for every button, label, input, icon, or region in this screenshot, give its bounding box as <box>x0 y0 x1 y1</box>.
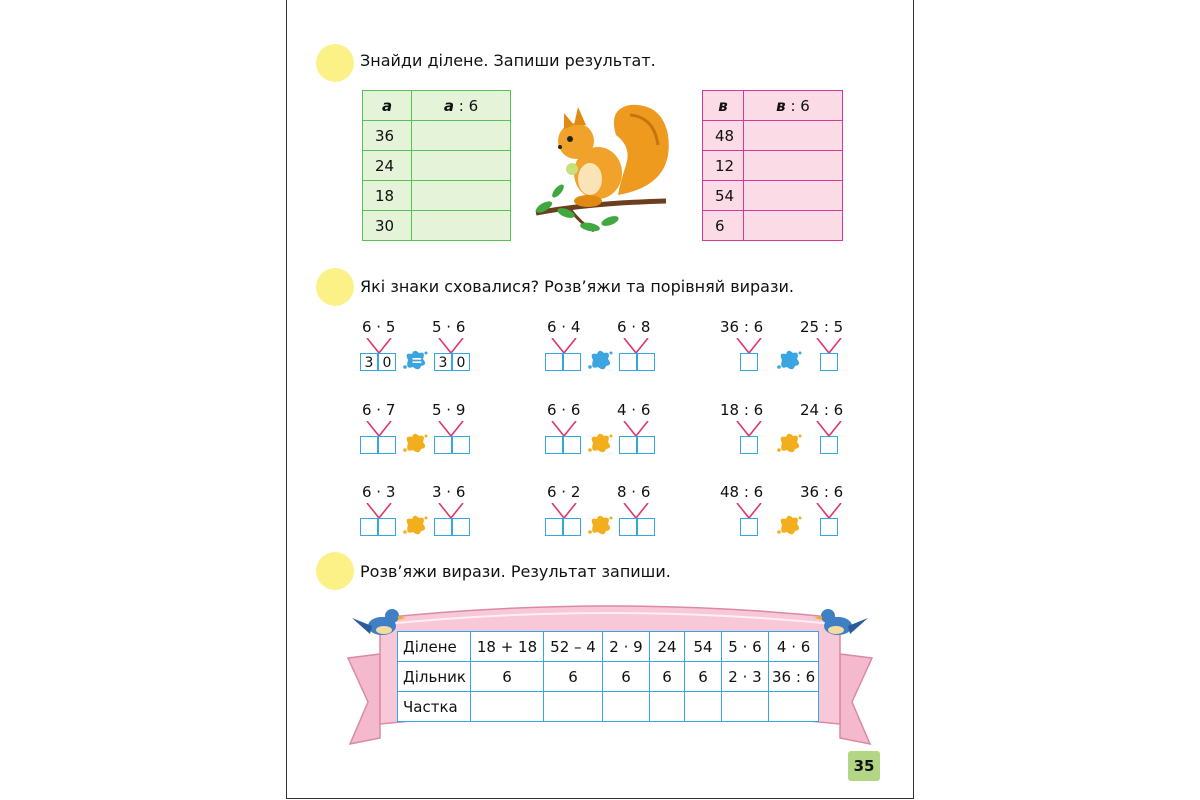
table-a-head-var: а <box>363 91 412 121</box>
v-connector-icon <box>816 503 842 519</box>
left-expression: 48 : 6 <box>720 483 764 501</box>
answer-box[interactable]: 0 <box>452 353 470 371</box>
answer-box[interactable]: 3 <box>434 353 452 371</box>
answer-box[interactable] <box>434 436 452 454</box>
task-2-text: Які знаки сховалися? Розв’яжи та порівняй вирази. <box>360 277 794 296</box>
v-connector-icon <box>438 338 464 354</box>
divisor-cell: 6 <box>603 662 650 692</box>
answer-cell[interactable] <box>412 211 511 241</box>
answer-box[interactable] <box>378 436 396 454</box>
quotient-answer-cell[interactable] <box>471 692 544 722</box>
table-a-cell: 36 <box>363 121 412 151</box>
dividend-cell: 24 <box>650 632 685 662</box>
answer-box[interactable] <box>378 518 396 536</box>
answer-box[interactable]: 3 <box>360 353 378 371</box>
v-connector-icon <box>623 421 649 437</box>
dividend-cell: 2 · 9 <box>603 632 650 662</box>
table-v <box>702 90 843 241</box>
divisor-cell: 6 <box>471 662 544 692</box>
dividend-cell: 54 <box>685 632 722 662</box>
answer-box[interactable] <box>619 518 637 536</box>
left-expression: 18 : 6 <box>720 401 764 419</box>
squirrel-illustration <box>530 95 680 235</box>
v-connector-icon <box>366 503 392 519</box>
task-3-text: Розв’яжи вирази. Результат запиши. <box>360 562 671 581</box>
blue-ink-blot-icon <box>587 348 613 372</box>
answer-box[interactable] <box>434 518 452 536</box>
answer-box[interactable] <box>360 436 378 454</box>
answer-box[interactable] <box>452 436 470 454</box>
v-connector-icon <box>438 503 464 519</box>
row-label-dividend: Ділене <box>398 632 471 662</box>
answer-box[interactable] <box>545 353 563 371</box>
answer-box[interactable] <box>637 353 655 371</box>
v-connector-icon <box>816 421 842 437</box>
answer-box[interactable] <box>563 436 581 454</box>
table-a-cell: 18 <box>363 181 412 211</box>
right-expression: 25 : 5 <box>800 318 844 336</box>
answer-box[interactable] <box>619 436 637 454</box>
table-a-cell: 30 <box>363 211 412 241</box>
answer-box[interactable] <box>637 518 655 536</box>
right-expression: 36 : 6 <box>800 483 844 501</box>
right-expression: 3 · 6 <box>432 483 466 501</box>
answer-box[interactable] <box>740 353 758 371</box>
table-a-cell: 24 <box>363 151 412 181</box>
dividend-cell: 52 – 4 <box>544 632 603 662</box>
blue-ink-blot-icon <box>776 348 802 372</box>
answer-cell[interactable] <box>412 121 511 151</box>
answer-box[interactable] <box>740 436 758 454</box>
answer-box[interactable]: 0 <box>378 353 396 371</box>
v-connector-icon <box>551 338 577 354</box>
orange-ink-blot-icon <box>776 431 802 455</box>
divisor-cell: 6 <box>544 662 603 692</box>
left-expression: 6 · 5 <box>362 318 396 336</box>
divisor-cell: 2 · 3 <box>722 662 769 692</box>
quotient-answer-cell[interactable] <box>544 692 603 722</box>
table-row <box>398 632 819 662</box>
dividend-cell: 4 · 6 <box>769 632 819 662</box>
dividend-cell: 5 · 6 <box>722 632 769 662</box>
answer-cell[interactable] <box>412 151 511 181</box>
table-a <box>362 90 511 241</box>
answer-cell[interactable] <box>412 181 511 211</box>
task-bullet-1 <box>316 44 354 82</box>
answer-box[interactable] <box>740 518 758 536</box>
answer-box[interactable] <box>563 353 581 371</box>
quotient-answer-cell[interactable] <box>685 692 722 722</box>
table-v-head-var: в <box>703 91 744 121</box>
v-connector-icon <box>366 421 392 437</box>
orange-ink-blot-icon <box>402 513 428 537</box>
table-v-cell: 54 <box>703 181 744 211</box>
left-expression: 6 · 7 <box>362 401 396 419</box>
v-connector-icon <box>736 503 762 519</box>
quotient-answer-cell[interactable] <box>650 692 685 722</box>
right-expression: 8 · 6 <box>617 483 651 501</box>
table-a-head-expr: а : 6 <box>412 91 511 121</box>
answer-box[interactable] <box>452 518 470 536</box>
answer-box[interactable] <box>619 353 637 371</box>
right-expression: 4 · 6 <box>617 401 651 419</box>
left-expression: 6 · 2 <box>547 483 581 501</box>
answer-box[interactable] <box>545 518 563 536</box>
divisor-cell: 6 <box>650 662 685 692</box>
answer-box[interactable] <box>820 518 838 536</box>
answer-cell[interactable] <box>744 121 843 151</box>
v-connector-icon <box>551 421 577 437</box>
orange-ink-blot-icon <box>402 431 428 455</box>
v-connector-icon <box>816 338 842 354</box>
table-row <box>398 662 819 692</box>
answer-box[interactable] <box>820 353 838 371</box>
divisor-cell: 36 : 6 <box>769 662 819 692</box>
orange-ink-blot-icon <box>587 513 613 537</box>
answer-box[interactable] <box>820 436 838 454</box>
row-label-divisor: Дільник <box>398 662 471 692</box>
divisor-cell: 6 <box>685 662 722 692</box>
dividend-cell: 18 + 18 <box>471 632 544 662</box>
division-table <box>397 631 819 722</box>
row-label-quotient: Частка <box>398 692 471 722</box>
answer-cell[interactable] <box>744 211 843 241</box>
quotient-answer-cell[interactable] <box>769 692 819 722</box>
right-expression: 6 · 8 <box>617 318 651 336</box>
v-connector-icon <box>623 503 649 519</box>
right-expression: 24 : 6 <box>800 401 844 419</box>
right-expression: 5 · 9 <box>432 401 466 419</box>
answer-box[interactable] <box>637 436 655 454</box>
v-connector-icon <box>623 338 649 354</box>
task-bullet-2 <box>316 268 354 306</box>
orange-ink-blot-icon <box>776 513 802 537</box>
left-expression: 6 · 3 <box>362 483 396 501</box>
table-v-cell: 12 <box>703 151 744 181</box>
v-connector-icon <box>366 338 392 354</box>
quotient-answer-cell[interactable] <box>603 692 650 722</box>
answer-box[interactable] <box>545 436 563 454</box>
v-connector-icon <box>551 503 577 519</box>
v-connector-icon <box>438 421 464 437</box>
orange-ink-blot-icon <box>587 431 613 455</box>
comparison-sign: = <box>411 353 423 369</box>
answer-box[interactable] <box>360 518 378 536</box>
answer-cell[interactable] <box>744 151 843 181</box>
v-connector-icon <box>736 421 762 437</box>
left-expression: 36 : 6 <box>720 318 764 336</box>
left-expression: 6 · 4 <box>547 318 581 336</box>
table-row <box>398 692 819 722</box>
page-number: 35 <box>848 751 880 781</box>
answer-box[interactable] <box>563 518 581 536</box>
task-bullet-3 <box>316 552 354 590</box>
left-expression: 6 · 6 <box>547 401 581 419</box>
table-v-cell: 6 <box>703 211 744 241</box>
answer-cell[interactable] <box>744 181 843 211</box>
table-v-cell: 48 <box>703 121 744 151</box>
v-connector-icon <box>736 338 762 354</box>
right-expression: 5 · 6 <box>432 318 466 336</box>
quotient-answer-cell[interactable] <box>722 692 769 722</box>
task-1-text: Знайди ділене. Запиши результат. <box>360 51 656 70</box>
table-v-head-expr: в : 6 <box>744 91 843 121</box>
